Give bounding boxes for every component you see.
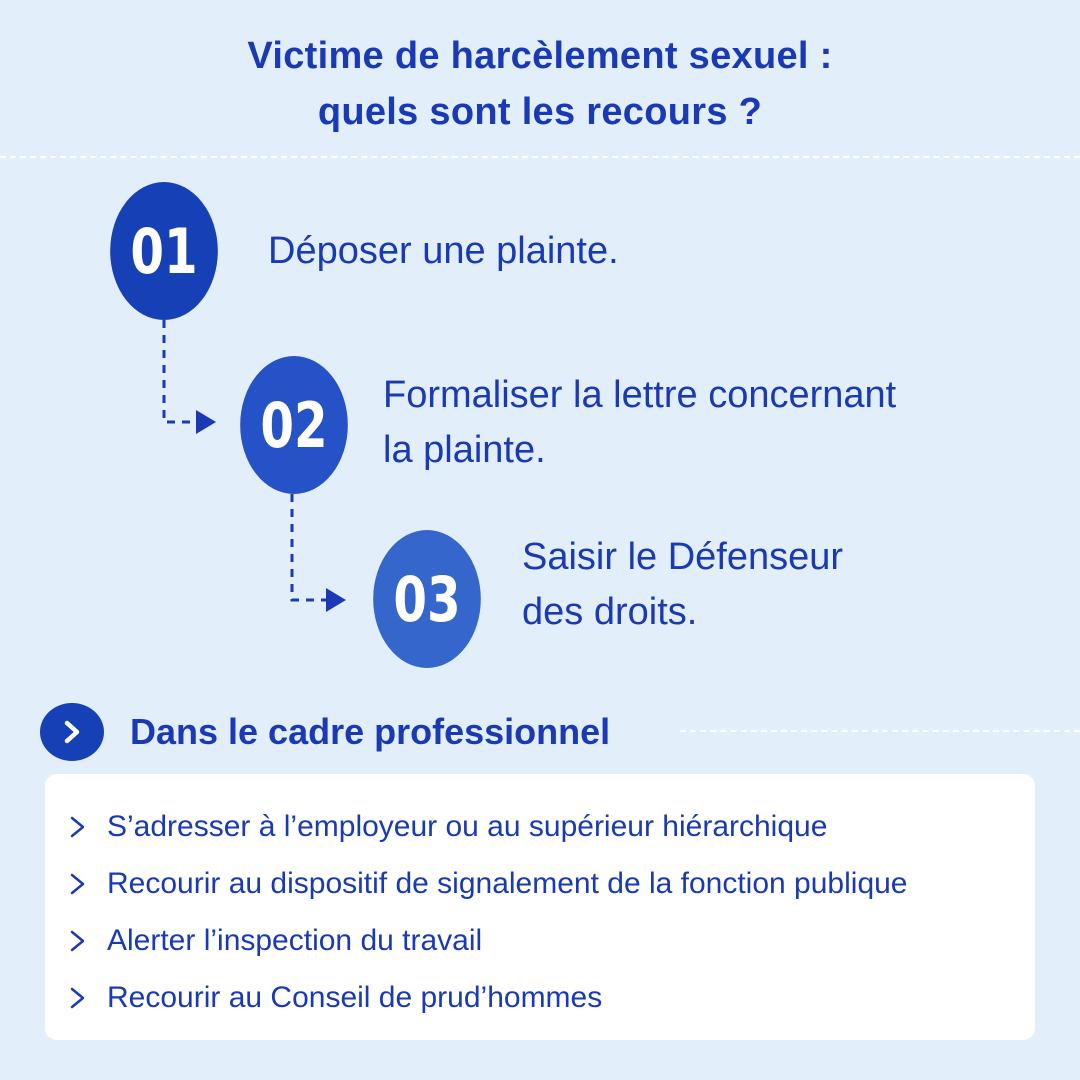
chevron-right-icon (69, 984, 87, 1012)
chevron-right-icon (69, 813, 87, 841)
step-3-line-2: des droits. (522, 591, 698, 633)
section-heading (40, 702, 610, 762)
step-1-badge (110, 182, 218, 320)
recourse-card (45, 774, 1035, 1040)
step-2-number: 02 (260, 388, 328, 462)
list-item (69, 855, 1035, 912)
step-2-badge (240, 356, 348, 494)
list-item (69, 798, 1035, 855)
header-divider (0, 156, 1080, 158)
step-2-line-1: Formaliser la lettre concernant (383, 374, 897, 416)
step-3-badge (373, 530, 481, 668)
step-3-text (522, 530, 843, 640)
step-1-number: 01 (130, 214, 198, 288)
arrow-right-icon (326, 588, 346, 612)
step-2-line-2: la plainte. (383, 429, 546, 471)
section-title: Dans le cadre professionnel (130, 711, 611, 752)
step-1-text (268, 224, 619, 279)
chevron-right-icon (69, 870, 87, 898)
list-item (69, 912, 1035, 969)
arrow-right-icon (196, 410, 216, 434)
step-3-number: 03 (393, 562, 461, 636)
list-item-text: Alerter l’inspection du travail (107, 923, 483, 957)
connector-1-to-2 (150, 318, 230, 438)
list-item (69, 969, 1035, 1026)
page-title (0, 28, 1080, 140)
step-2-text (383, 368, 896, 478)
list-item-text: Recourir au dispositif de signalement de la fonction publique (107, 866, 908, 900)
step-3-line-1: Saisir le Défenseur (522, 536, 844, 578)
list-item-text: S’adresser à l’employeur ou au supérieur hiérarchique (107, 809, 828, 843)
step-1-line-1: Déposer une plainte. (268, 230, 619, 272)
chevron-right-icon (40, 703, 104, 761)
section-divider (680, 730, 1080, 732)
list-item-text: Recourir au Conseil de prud’hommes (107, 980, 603, 1014)
title-line-2: quels sont les recours ? (317, 91, 763, 133)
chevron-right-icon (69, 927, 87, 955)
title-line-1: Victime de harcèlement sexuel : (247, 35, 833, 77)
connector-2-to-3 (280, 492, 360, 614)
